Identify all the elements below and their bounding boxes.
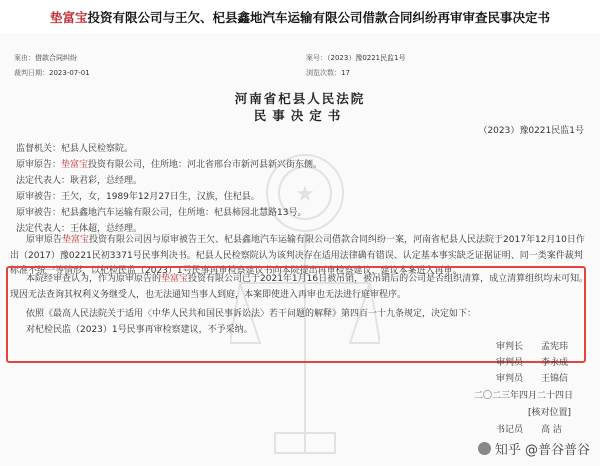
- paragraph-background: 原审原告垫富宝投资有限公司因与原审被告王欠、杞县鑫地汽车运输有限公司借款合同纠纷一案，河南省杞县人民法院于2017年12月10日作出（2017）豫0221民初3371号民事判决书。杞县人民检察院认为该判决存在适用法律确有错误、认定基本事实缺乏证据证明、同一类案件裁判标准不统一等情形，以杞检民监（2023）1号民事再审检察建议书向本院提出再审检察建议，建议本案进入再审。: [10, 235, 585, 276]
- headline-rest: 投资有限公司与王欠、杞县鑫地汽车运输有限公司借款合同纠纷再审审查民事决定书: [87, 10, 551, 25]
- party-defendant-2: 原审被告：杞县鑫地汽车运输有限公司，住所地：杞县柿园北慧路13号。: [16, 208, 307, 218]
- verification-mark: [核对位置]: [528, 408, 572, 418]
- party-plaintiff: 原审原告：垫富宝投资有限公司，住所地：河北省邢台市新河县新兴街东侧。: [16, 160, 323, 170]
- meta-case-type: 案由：借款合同纠纷: [14, 54, 77, 62]
- paragraph-reasoning: 本院经审查认为，作为原审原告的垫富宝投资有限公司已于2021年1月16日被吊销，被吊销后的公司是否组织清算，成立清算组织均未可知。现因无法查询其权利义务继受人，也无法通知当事人到庭，本案即使进入再审也无法进行庭审程序。: [10, 274, 589, 300]
- signature-date: 二〇二三年四月二十四日: [474, 391, 574, 401]
- party-supervisor: 监督机关：杞县人民检察院。: [16, 144, 134, 154]
- meta-case-no: 案号：（2023）豫0221民监1号: [306, 54, 406, 62]
- signature-chief-judge: 审判长 孟宪玮: [496, 342, 569, 352]
- document-headline: [0, 8, 600, 26]
- party-defendant-1: 原审被告：王欠，女，1989年12月27日生，汉族，住杞县。: [16, 192, 260, 202]
- document-case-number: （2023）豫0221民监1号: [478, 126, 584, 136]
- court-name: 河南省杞县人民法院: [234, 91, 366, 106]
- meta-date: 裁判日期：2023-07-01: [14, 69, 90, 77]
- signature-clerk: 书记员 高 洁: [496, 425, 562, 435]
- document-page: [0, 33, 600, 466]
- paragraph-decision: 对杞检民监（2023）1号民事再审检察建议，不予采纳。: [26, 325, 253, 335]
- svg-text:★: ★: [295, 182, 315, 207]
- party-plaintiff-rep: 法定代表人：耿君彩，总经理。: [16, 176, 143, 186]
- signature-judge-2: 审判员 王锦信: [496, 374, 569, 384]
- paragraph-legal-basis: 依照《最高人民法院关于适用〈中华人民共和国民事诉讼法〉若干问题的解释》第四百一十九条规定，决定如下：: [26, 309, 477, 319]
- source-watermark: 知乎 @普谷普谷: [478, 439, 590, 458]
- headline-highlight: 垫富宝: [49, 10, 88, 25]
- meta-views: 浏览次数：17: [306, 69, 350, 77]
- party-defendant-rep: 法定代表人：王体超，总经理。: [16, 224, 143, 234]
- signature-judge-1: 审判员 李永成: [496, 358, 569, 368]
- avatar-icon: [478, 442, 491, 455]
- document-type: 民事决定书: [253, 108, 347, 123]
